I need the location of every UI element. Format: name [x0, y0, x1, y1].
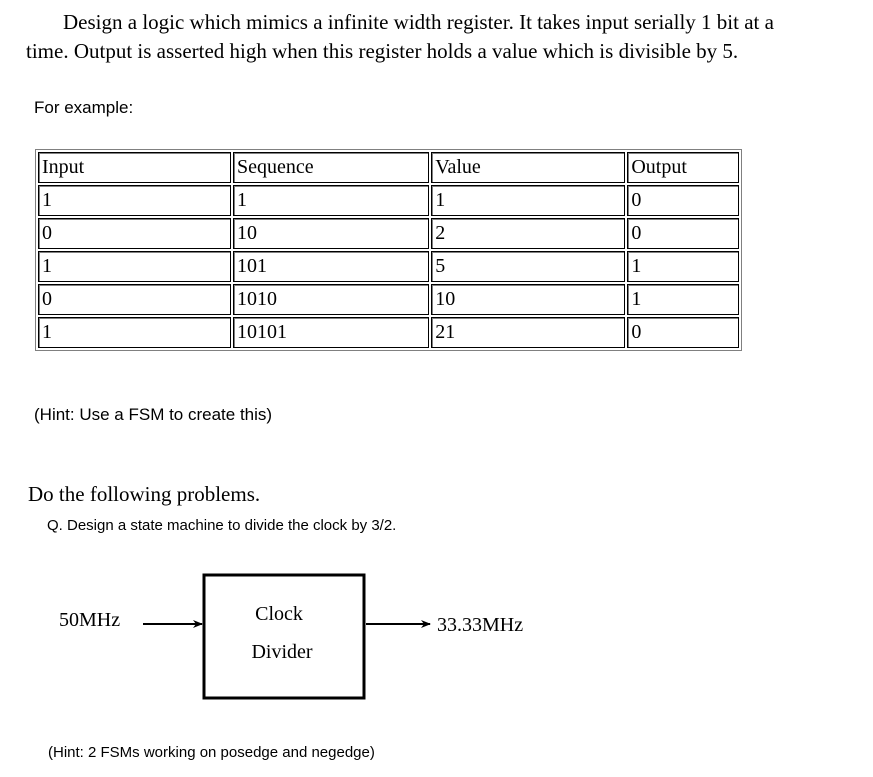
header-output: Output	[627, 152, 739, 183]
header-value: Value	[431, 152, 625, 183]
fsm-hint-2: (Hint: 2 FSMs working on posedge and negedge)	[48, 744, 375, 761]
fsm-hint: (Hint: Use a FSM to create this)	[34, 405, 273, 424]
block-label-line-2: Divider	[251, 641, 313, 663]
cell-input: 1	[38, 185, 231, 216]
output-frequency-label: 33.33MHz	[437, 614, 524, 636]
cell-value: 21	[431, 317, 625, 348]
cell-input: 0	[38, 284, 231, 315]
header-input: Input	[38, 152, 231, 183]
cell-input: 0	[38, 218, 231, 249]
problem-statement-line-1: Design a logic which mimics a infinite width register. It takes input serially 1 bit at a	[63, 10, 774, 34]
cell-output: 0	[627, 317, 739, 348]
cell-output: 1	[627, 251, 739, 282]
header-sequence: Sequence	[233, 152, 429, 183]
block-label-line-1: Clock	[255, 603, 303, 625]
cell-value: 10	[431, 284, 625, 315]
cell-value: 1	[431, 185, 625, 216]
question-text: Q. Design a state machine to divide the clock by 3/2.	[47, 517, 397, 534]
for-example-label: For example:	[34, 98, 134, 117]
problem-statement-line-2: time. Output is asserted high when this register holds a value which is divisible by 5.	[26, 39, 739, 63]
cell-output: 0	[627, 218, 739, 249]
cell-input: 1	[38, 251, 231, 282]
cell-sequence: 10	[233, 218, 429, 249]
cell-sequence: 10101	[233, 317, 429, 348]
cell-output: 0	[627, 185, 739, 216]
cell-sequence: 101	[233, 251, 429, 282]
cell-output: 1	[627, 284, 739, 315]
cell-value: 2	[431, 218, 625, 249]
input-frequency-label: 50MHz	[59, 609, 121, 631]
cell-sequence: 1	[233, 185, 429, 216]
section-heading: Do the following problems.	[28, 482, 261, 506]
cell-input: 1	[38, 317, 231, 348]
cell-sequence: 1010	[233, 284, 429, 315]
cell-value: 5	[431, 251, 625, 282]
clock-divider-block	[204, 575, 364, 698]
